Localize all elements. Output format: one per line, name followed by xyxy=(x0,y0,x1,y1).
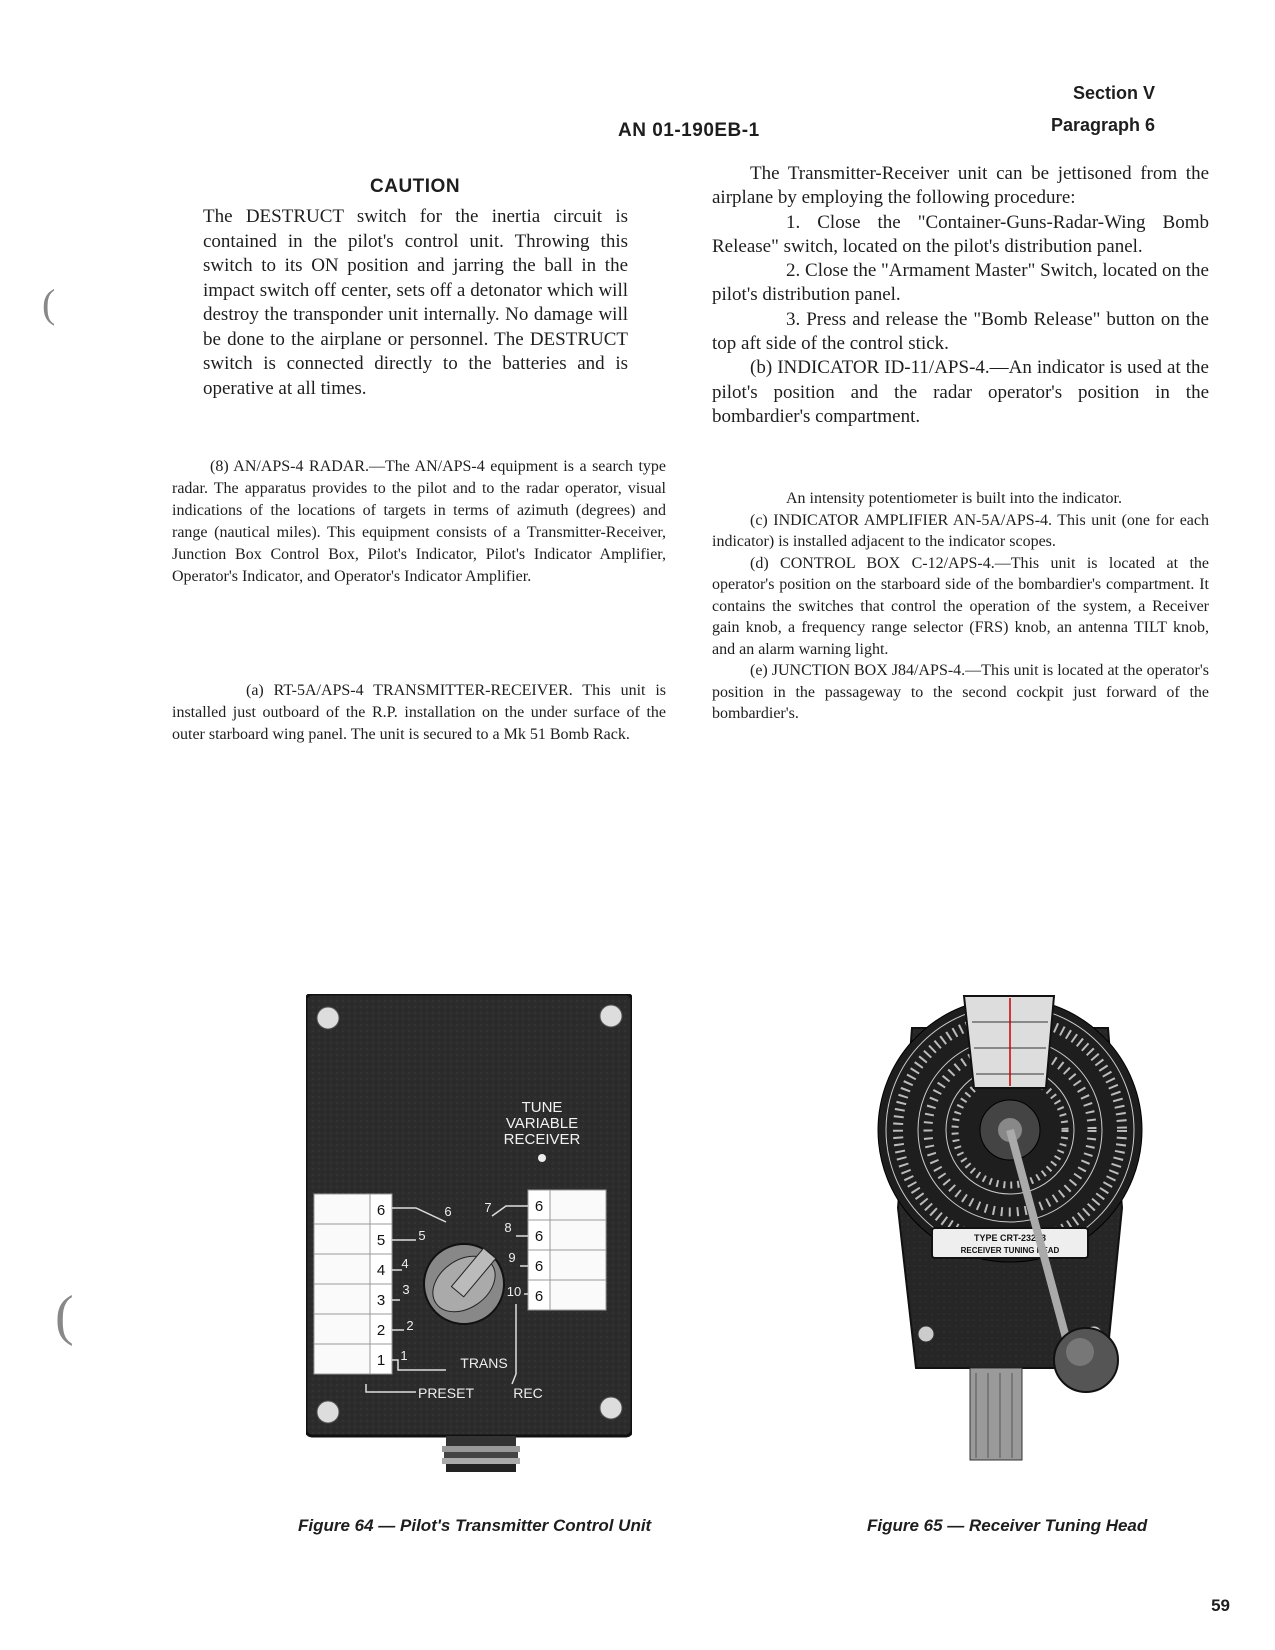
jettison-step-3: 3. Press and release the "Bomb Release" button on the top aft side of the control stick. xyxy=(712,308,1209,355)
right-column-upper xyxy=(712,162,1209,429)
paragraph-label: Paragraph 6 xyxy=(1050,115,1155,135)
tune-label-line3: RECEIVER xyxy=(503,1131,581,1148)
page-number: 59 xyxy=(1211,1596,1230,1615)
left-channel-3: 4 xyxy=(376,1262,386,1279)
right-channel-4: 6 xyxy=(534,1288,544,1305)
right-channel-3: 6 xyxy=(534,1258,544,1275)
right-channel-2: 6 xyxy=(534,1228,544,1245)
amplifier-paragraph: (c) INDICATOR AMPLIFIER AN-5A/APS-4. This unit (one for each indicator) is installed adjacent to the indicator scopes. xyxy=(712,511,1209,550)
section-label: Section V xyxy=(1072,83,1155,103)
nameplate-line1: TYPE CRT-23253 xyxy=(973,1233,1047,1243)
dial-number-4: 4 xyxy=(401,1256,409,1271)
dial-number-8: 8 xyxy=(504,1220,512,1235)
transmitter-receiver-paragraph xyxy=(172,680,666,746)
dial-number-7: 7 xyxy=(484,1200,492,1215)
left-channel-5: 2 xyxy=(376,1322,386,1339)
cable-connector xyxy=(442,1436,520,1472)
left-channel-1: 6 xyxy=(376,1202,386,1219)
left-channel-4: 3 xyxy=(376,1292,386,1309)
figure-65-caption: Figure 65 — Receiver Tuning Head xyxy=(867,1516,1148,1535)
left-channel-slots xyxy=(314,1194,392,1374)
dial-number-9: 9 xyxy=(508,1250,516,1265)
dial-number-3: 3 xyxy=(402,1282,410,1297)
channel-selector-knob xyxy=(422,1244,505,1324)
figure-65-receiver-tuning-head xyxy=(876,988,1145,1466)
radar-text: (8) AN/APS-4 RADAR.—The AN/APS-4 equipment is a search type radar. The apparatus provides to the pilot and to the radar operator, visual indications of the locations of targets in terms of azimuth (degrees) and range (nautical miles). This equipment consists of a Transmitter-Receiver, Junction Box Control Box, Pilot's Indicator, Pilot's Indicator Amplifier, Operator's Indicator, and Operator's Indicator Amplifier. xyxy=(172,458,666,585)
scan-margin-mark: ( xyxy=(55,1285,74,1347)
tune-knob xyxy=(538,1154,546,1162)
dial-window xyxy=(964,996,1054,1088)
document-number: AN 01-190EB-1 xyxy=(618,120,760,141)
indicator-paragraph: (b) INDICATOR ID-11/APS-4.—An indicator is used at the pilot's position and the radar operator's position in the bombardier's compartment. xyxy=(712,357,1209,427)
right-column-lower xyxy=(712,488,1209,725)
figure-64-caption: Figure 64 — Pilot's Transmitter Control Unit xyxy=(298,1516,652,1535)
rec-label: REC xyxy=(513,1385,543,1401)
dial-number-2: 2 xyxy=(406,1318,414,1333)
jettison-step-2: 2. Close the "Armament Master" Switch, located on the pilot's distribution panel. xyxy=(712,260,1209,306)
drive-shaft xyxy=(970,1368,1022,1460)
jettison-step-1: 1. Close the "Container-Guns-Radar-Wing Bomb Release" switch, located on the pilot's distribution panel. xyxy=(712,211,1209,257)
caution-title: CAUTION xyxy=(370,176,461,197)
dial-number-10: 10 xyxy=(506,1284,522,1299)
dial-number-6: 6 xyxy=(444,1204,452,1219)
left-channel-2: 5 xyxy=(376,1232,386,1249)
junction-box-paragraph: (e) JUNCTION BOX J84/APS-4.—This unit is located at the operator's position in the passageway to the second cockpit just forward of the bombardier's. xyxy=(712,662,1209,722)
figure-64-control-unit xyxy=(306,994,632,1480)
caution-text: The DESTRUCT switch for the inertia circuit is contained in the pilot's control unit. Throwing this switch to its ON position and jarring the ball in the impact switch off center, sets off a detonator which will destroy the transponder unit internally. No damage will be done to the airplane or personnel. The DESTRUCT switch is connected directly to the batteries and is operative at all times. xyxy=(203,206,628,399)
right-channel-1: 6 xyxy=(534,1198,544,1215)
nameplate xyxy=(932,1228,1088,1258)
trans-label: TRANS xyxy=(460,1355,508,1371)
transmitter-receiver-text: (a) RT-5A/APS-4 TRANSMITTER-RECEIVER. This unit is installed just outboard of the R.P. installation on the under surface of the outer starboard wing panel. The unit is secured to a Mk 51 Bomb Rack. xyxy=(172,682,666,743)
dial-number-1: 1 xyxy=(400,1348,408,1363)
nameplate-line2: RECEIVER TUNING HEAD xyxy=(960,1246,1060,1255)
radar-paragraph xyxy=(172,456,666,588)
tune-label-line1: TUNE xyxy=(521,1099,563,1116)
left-channel-6: 1 xyxy=(376,1352,386,1369)
preset-label: PRESET xyxy=(417,1385,475,1401)
jettison-intro: The Transmitter-Receiver unit can be jettisoned from the airplane by employing the following procedure: xyxy=(712,163,1209,209)
intensity-paragraph: An intensity potentiometer is built into the indicator. xyxy=(786,490,1122,507)
dial-number-5: 5 xyxy=(418,1228,426,1243)
tune-label-line2: VARIABLE xyxy=(505,1115,579,1132)
scan-margin-mark: ( xyxy=(42,281,56,326)
control-box-paragraph: (d) CONTROL BOX C-12/APS-4.—This unit is located at the operator's position on the starboard side of the bombardier's compartment. It contains the switches that control the operation of the system, a Receiver gain knob, a frequency range selector (FRS) knob, an antenna TILT knob, and an alarm warning light. xyxy=(712,554,1209,658)
